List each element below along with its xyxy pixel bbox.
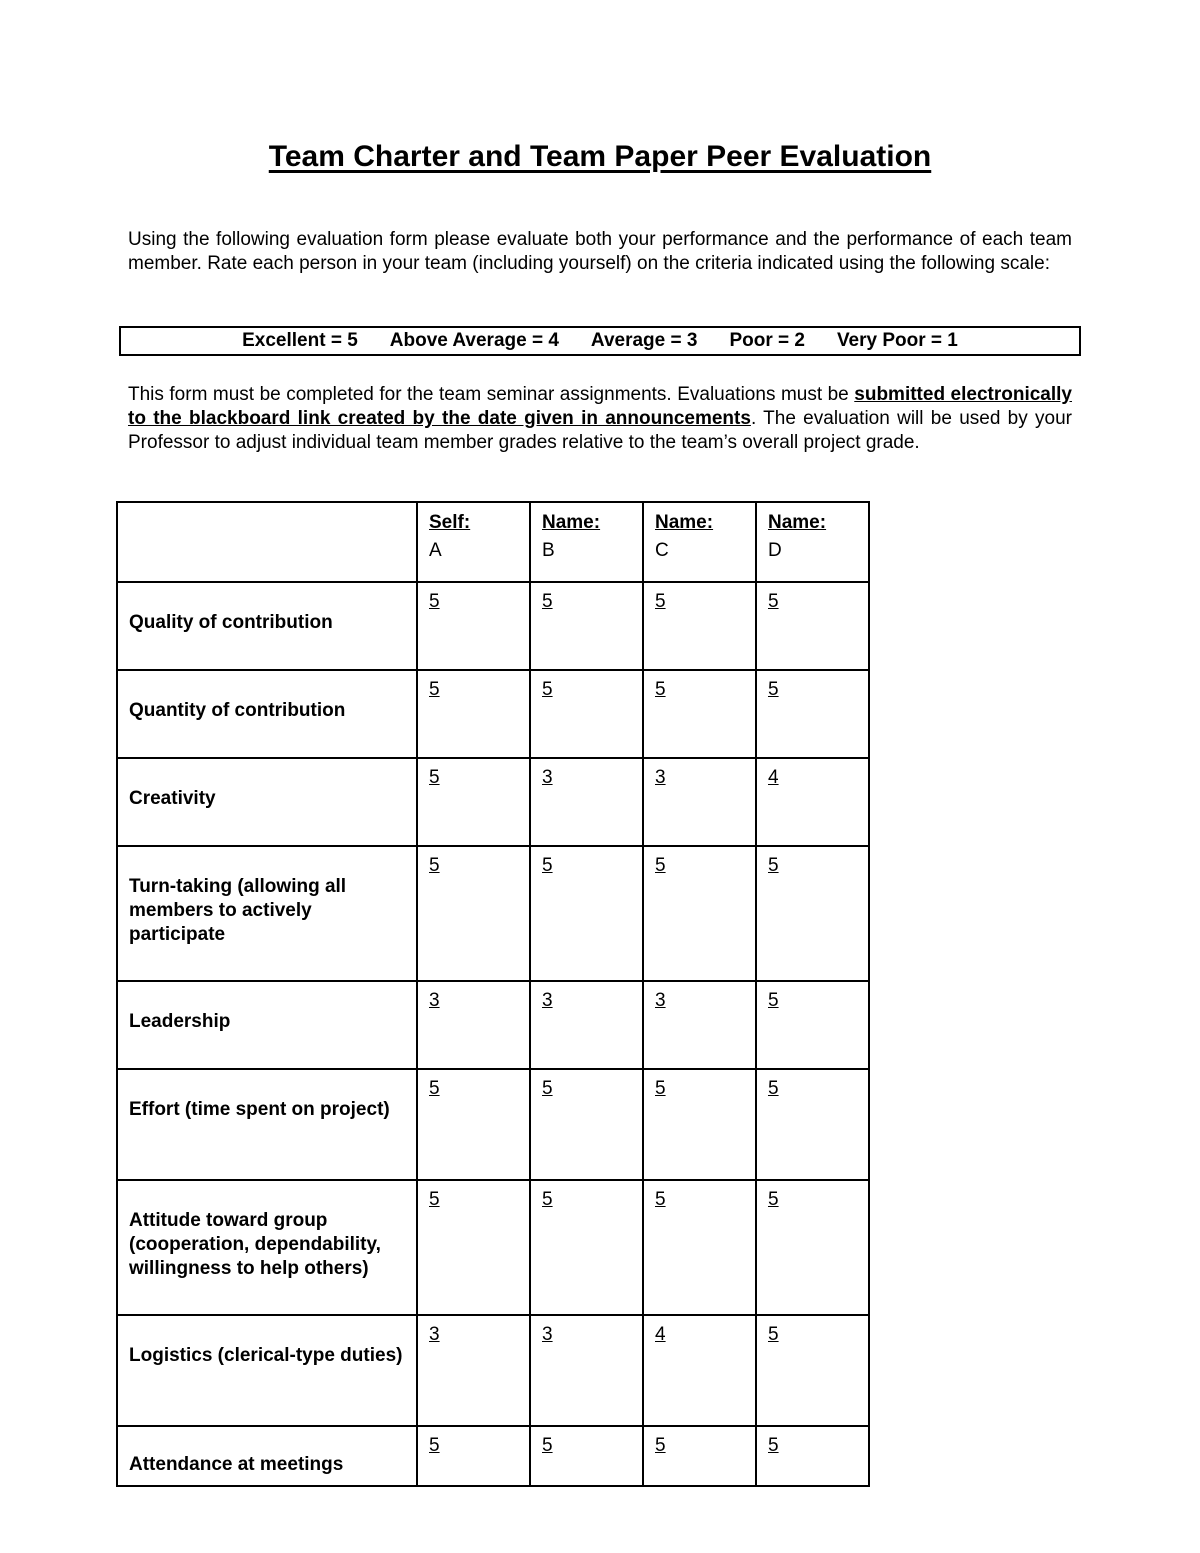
- criterion-cell: [117, 670, 417, 758]
- score-cell[interactable]: 5: [643, 846, 756, 981]
- score-cell[interactable]: 5: [643, 582, 756, 670]
- criterion-cell: [117, 1315, 417, 1426]
- criterion-cell: [117, 846, 417, 981]
- scale-very-poor: Very Poor = 1: [836, 330, 958, 351]
- score-cell[interactable]: 5: [756, 981, 869, 1069]
- column-label: Name:: [655, 512, 714, 533]
- score-cell[interactable]: 4: [756, 758, 869, 846]
- page-title: Team Charter and Team Paper Peer Evaluation: [268, 140, 932, 173]
- score-cell[interactable]: 5: [643, 1426, 756, 1486]
- score-cell[interactable]: 5: [530, 582, 643, 670]
- criterion-label: Creativity: [129, 788, 216, 809]
- score-cell[interactable]: 3: [530, 981, 643, 1069]
- score-cell[interactable]: 5: [417, 758, 530, 846]
- header-member-b: [530, 502, 643, 582]
- score-cell[interactable]: 5: [530, 1180, 643, 1315]
- score-cell[interactable]: 5: [530, 670, 643, 758]
- score-cell[interactable]: 5: [643, 1180, 756, 1315]
- header-member-c: [643, 502, 756, 582]
- score-cell[interactable]: 5: [530, 846, 643, 981]
- score-cell[interactable]: 5: [756, 1180, 869, 1315]
- score-cell[interactable]: 4: [643, 1315, 756, 1426]
- score-cell[interactable]: 5: [417, 582, 530, 670]
- scale-average: Average = 3: [590, 330, 698, 351]
- score-cell[interactable]: 5: [417, 1426, 530, 1486]
- criterion-cell: [117, 981, 417, 1069]
- instructions-emphasis: submitted electronically to the blackboard link created by the date given in announcements: [128, 384, 1072, 429]
- column-name[interactable]: C: [655, 540, 669, 561]
- table-row: [117, 670, 869, 758]
- criterion-label: Attitude toward group (cooperation, dependability, willingness to help others): [129, 1210, 381, 1279]
- table-row: [117, 1180, 869, 1315]
- table-row: [117, 758, 869, 846]
- header-self: [417, 502, 530, 582]
- score-cell[interactable]: 3: [643, 981, 756, 1069]
- column-label: Name:: [542, 512, 601, 533]
- criterion-label: Leadership: [129, 1011, 231, 1032]
- score-cell[interactable]: 5: [756, 670, 869, 758]
- table-row: [117, 981, 869, 1069]
- score-cell[interactable]: 5: [417, 670, 530, 758]
- instructions-text-end: . The evaluation will be used by your Professor to adjust individual team member grades relative to the team’s overall project grade.: [128, 408, 1072, 453]
- column-name[interactable]: D: [768, 540, 782, 561]
- score-cell[interactable]: 5: [756, 1315, 869, 1426]
- score-cell[interactable]: 5: [530, 1426, 643, 1486]
- scale-above-average: Above Average = 4: [389, 330, 559, 351]
- instructions-paragraph: [128, 383, 1072, 455]
- score-cell[interactable]: 5: [643, 1069, 756, 1180]
- table-header-row: [117, 502, 869, 582]
- score-cell[interactable]: 5: [417, 1069, 530, 1180]
- score-cell[interactable]: 5: [756, 1426, 869, 1486]
- column-name[interactable]: A: [429, 540, 442, 561]
- table-row: [117, 582, 869, 670]
- table-row: [117, 1426, 869, 1486]
- score-cell[interactable]: 3: [417, 981, 530, 1069]
- score-cell[interactable]: 5: [756, 1069, 869, 1180]
- score-cell[interactable]: 5: [756, 582, 869, 670]
- table-row: [117, 846, 869, 981]
- column-label: Self:: [429, 512, 471, 533]
- criterion-label: Logistics (clerical-type duties): [129, 1345, 403, 1366]
- criterion-label: Quantity of contribution: [129, 700, 346, 721]
- criterion-cell: [117, 582, 417, 670]
- criterion-cell: [117, 758, 417, 846]
- header-blank-cell: [117, 502, 417, 582]
- scale-poor: Poor = 2: [729, 330, 805, 351]
- score-cell[interactable]: 3: [643, 758, 756, 846]
- header-member-d: [756, 502, 869, 582]
- criterion-label: Quality of contribution: [129, 612, 333, 633]
- instructions-text: This form must be completed for the team seminar assignments. Evaluations must be: [128, 384, 855, 405]
- score-cell[interactable]: 3: [530, 1315, 643, 1426]
- table-row: [117, 1315, 869, 1426]
- criterion-cell: [117, 1180, 417, 1315]
- score-cell[interactable]: 3: [530, 758, 643, 846]
- column-name[interactable]: B: [542, 540, 555, 561]
- table-row: [117, 1069, 869, 1180]
- criterion-label: Effort (time spent on project): [129, 1099, 390, 1120]
- criterion-cell: [117, 1426, 417, 1486]
- criterion-label: Turn-taking (allowing all members to actively participate: [129, 876, 347, 945]
- column-label: Name:: [768, 512, 827, 533]
- score-cell[interactable]: 5: [756, 846, 869, 981]
- score-cell[interactable]: 5: [417, 846, 530, 981]
- score-cell[interactable]: 3: [417, 1315, 530, 1426]
- rating-scale: [119, 326, 1081, 356]
- scale-excellent: Excellent = 5: [242, 330, 358, 351]
- evaluation-table: [116, 501, 870, 1487]
- score-cell[interactable]: 5: [643, 670, 756, 758]
- criterion-label: Attendance at meetings: [129, 1454, 344, 1475]
- score-cell[interactable]: 5: [417, 1180, 530, 1315]
- criterion-cell: [117, 1069, 417, 1180]
- intro-paragraph: Using the following evaluation form please evaluate both your performance and the performance of each team member. Rate each person in your team (including yourself) on the criteria indicated using the following scale:: [128, 229, 1072, 274]
- score-cell[interactable]: 5: [530, 1069, 643, 1180]
